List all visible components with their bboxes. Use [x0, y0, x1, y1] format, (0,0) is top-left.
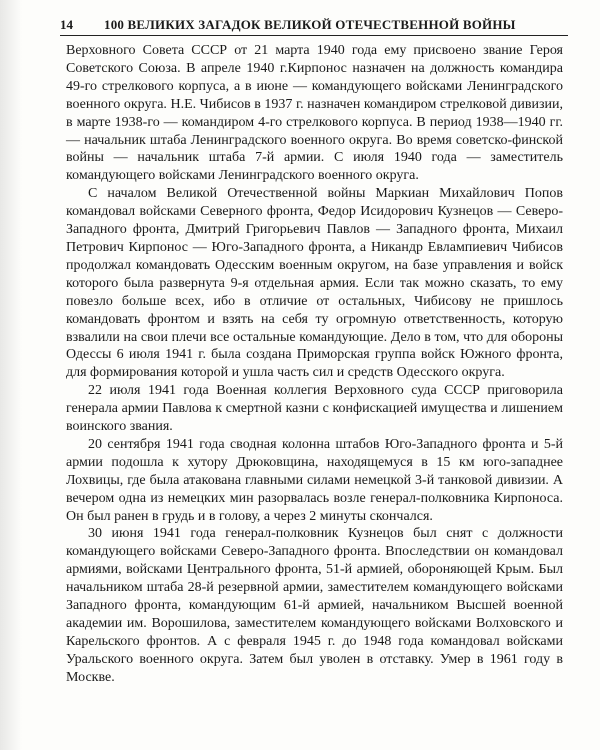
page-gutter-shadow: [0, 0, 22, 750]
paragraph-5: 30 июня 1941 года генерал-полковник Кузнецов был снят с должности командующего войсками Северо-Западного фронта. Впоследствии он командовал армиями, войсками Центрального фронта, 51-й армией, обороняющей Крым. Был начальником штаба 28-й резервной армии, заместителем командующего войсками Западного фронта, командующим 61-й армией, начальником Высшей военной академии им. Ворошилова, заместителем командующего войсками Волховского и Карельского фронтов. А с февраля 1945 г. до 1948 года командовал войсками Уральского военного округа. Затем был уволен в отставку. Умер в 1961 году в Москве.: [66, 526, 563, 685]
page-header: [60, 12, 568, 36]
paragraph-4: 20 сентября 1941 года сводная колонна штабов Юго-Западного фронта и 5-й армии подошла к хутору Дрюковщина, находящемуся в 15 км юго-западнее Лохвицы, где была атакована главными силами немецкой 3-й танковой дивизии. А вечером одна из немецких мин разорвалась возле генерал-полковника Кирпоноса. Он был ранен в грудь и в голову, а через 2 минуты скончался.: [66, 436, 563, 524]
running-title: 100 ВЕЛИКИХ ЗАГАДОК ВЕЛИКОЙ ОТЕЧЕСТВЕННОЙ ВОЙНЫ: [104, 17, 516, 32]
paragraph-3: 22 июля 1941 года Военная коллегия Верховного суда СССР приговорила генерала армии Павлова к смертной казни с конфискацией имущества и лишением воинского звания.: [66, 383, 563, 435]
body-text: [66, 42, 563, 687]
paragraph-1: Верховного Совета СССР от 21 марта 1940 года ему присвоено звание Героя Советского Союза. В апреле 1940 г.Кирпонос назначен на должность командира 49-го стрелкового корпуса, а в июне — командующего войсками Ленинградского военного округа. Н.Е. Чибисов в 1937 г. назначен командиром стрелковой дивизии, в марте 1938-го — командиром 4-го стрелкового корпуса. В период 1938—1940 гг. — начальник штаба Ленинградского военного округа. Во время советско-финской войны — начальник штаба 7-й армии. С июля 1940 года — заместитель командующего войсками Ленинградского военного округа.: [66, 43, 563, 184]
page-number: 14: [60, 17, 73, 32]
paragraph-2: С началом Великой Отечественной войны Маркиан Михайлович Попов командовал войсками Северного фронта, Федор Исидорович Кузнецов — Северо-Западного фронта, Дмитрий Григорьевич Павлов — Западного фронта, Михаил Петрович Кирпонос — Юго-Западного фронта, а Никандр Евлампиевич Чибисов продолжал командовать Одесским военным округом, на базе управления и войск которого была развернута 9-я отдельная армия. Если так можно сказать, то ему повезло больше всех, ибо в отличие от остальных, Чибисову не пришлось командовать фронтом и взять на себя ту огромную ответственность, которую взвалили на свои плечи все остальные командующие. Дело в том, что для обороны Одессы 6 июля 1941 г. была создана Приморская группа войск Южного фронта, для формирования которой и ушла часть сил и средств Одесского округа.: [66, 186, 563, 381]
